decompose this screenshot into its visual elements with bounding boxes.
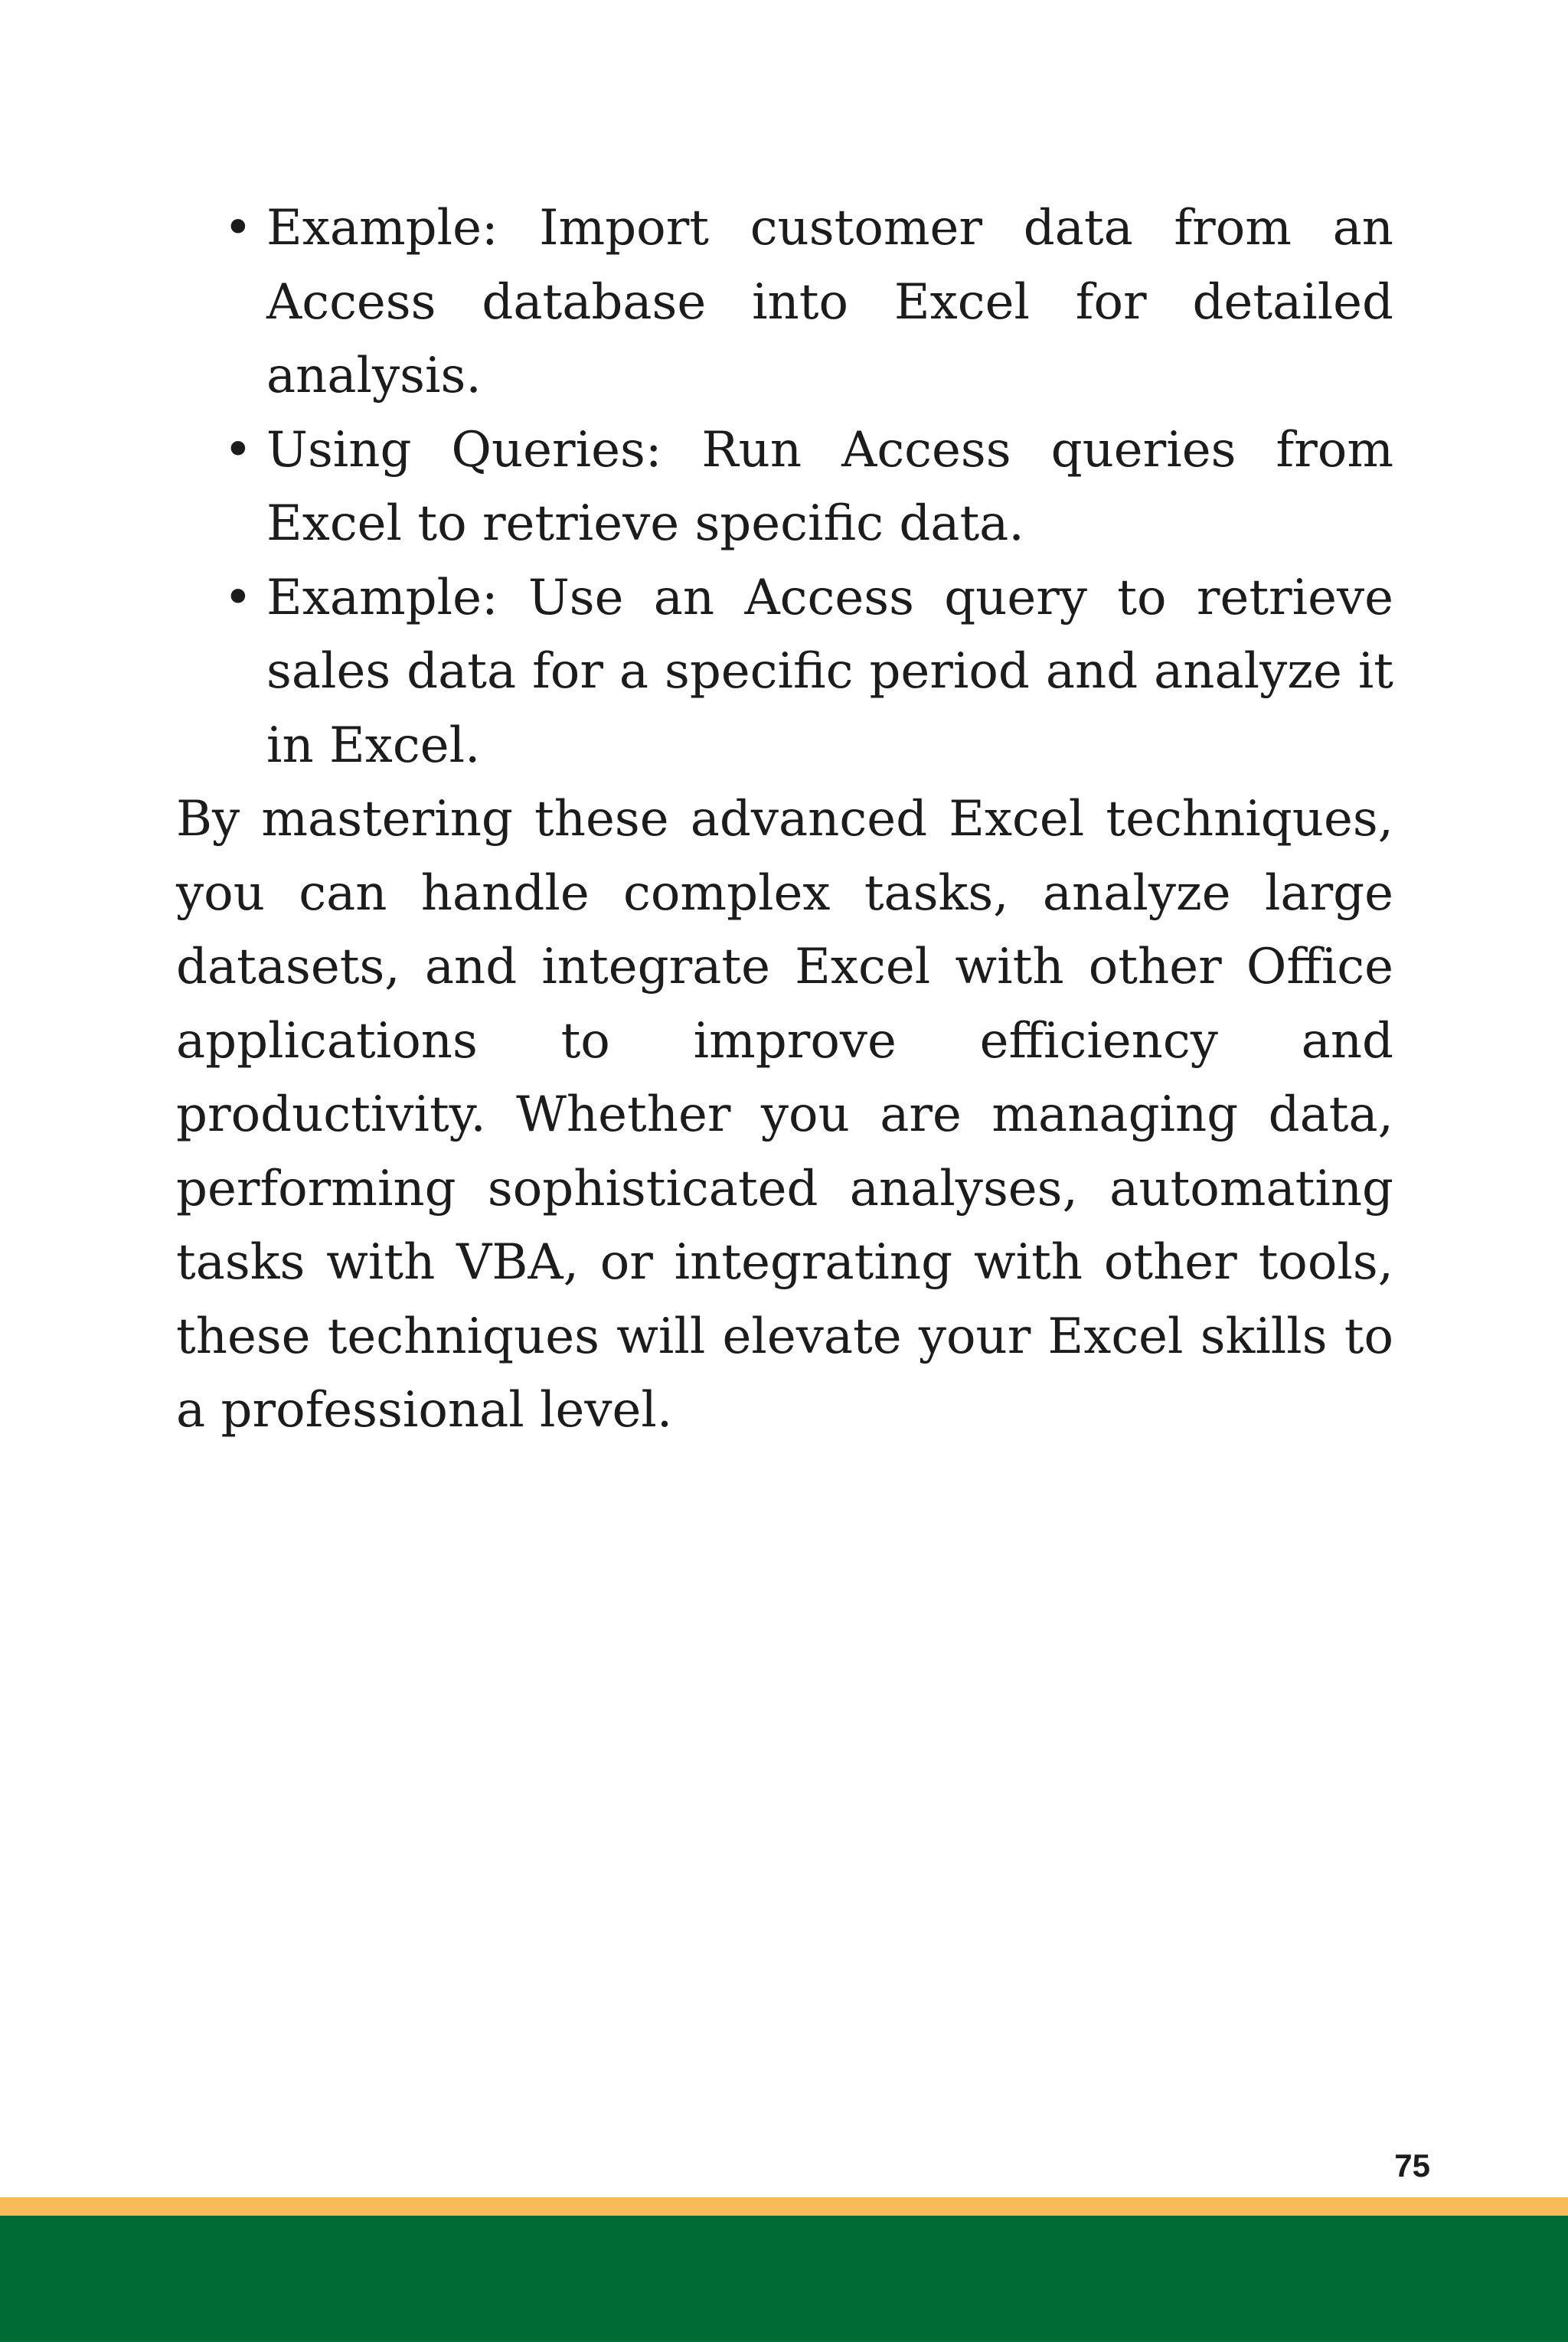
list-item-text: Example: Use an Access query to retrieve sales data for a specific period and analyze it in Excel.	[266, 569, 1393, 774]
page-content	[176, 191, 1393, 1448]
list-item-text: Example: Import customer data from an Access database into Excel for detailed analysis.	[266, 200, 1393, 404]
bullet-marker: •	[224, 200, 253, 256]
page-number: 75	[1394, 2148, 1430, 2184]
bullet-list	[176, 191, 1393, 782]
list-item	[176, 413, 1393, 561]
list-item-text: Using Queries: Run Access queries from Excel to retrieve specific data.	[266, 421, 1393, 552]
list-item	[176, 561, 1393, 783]
list-item	[176, 191, 1393, 413]
footer-band	[0, 2216, 1568, 2342]
footer-accent-stripe	[0, 2197, 1568, 2216]
bullet-marker: •	[224, 569, 253, 626]
bullet-marker: •	[224, 421, 253, 479]
body-paragraph: By mastering these advanced Excel techniques, you can handle complex tasks, analyze large datasets, and integrate Excel with other Office applications to improve efficiency and productivity. Whether you are managing data, performing sophisticated analyses, automating tasks with VBA, or integrating with other tools, these techniques will elevate your Excel skills to a professional level.	[176, 791, 1393, 1439]
